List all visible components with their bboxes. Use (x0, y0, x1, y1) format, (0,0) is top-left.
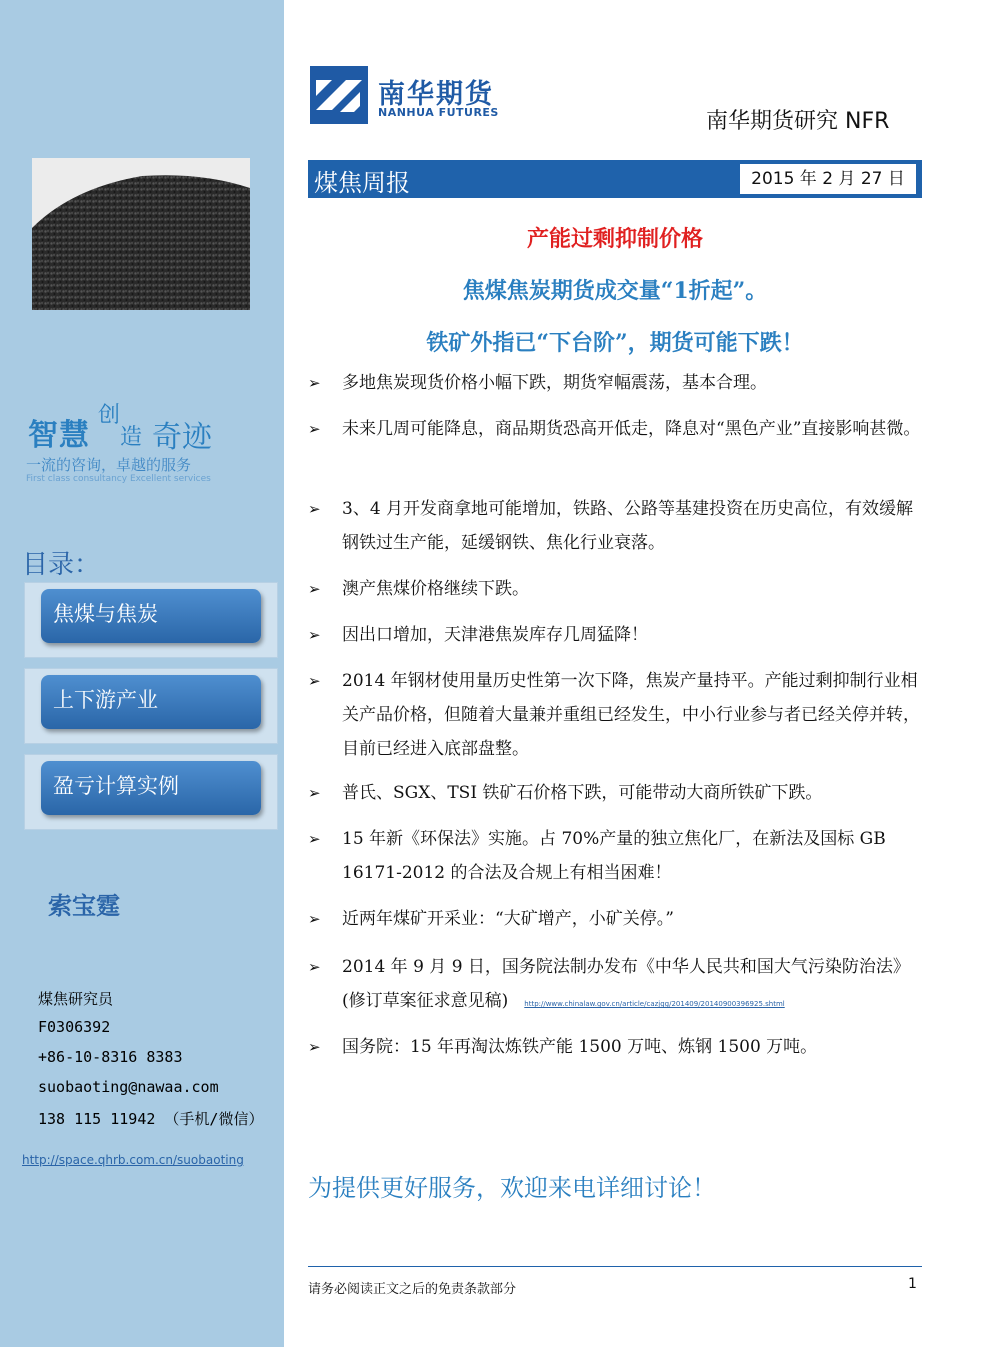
bullet-arrow-icon: ➢ (308, 910, 321, 928)
bullet-text: 近两年煤矿开采业：“大矿增产，小矿关停。” (342, 909, 674, 929)
slogan (22, 398, 262, 488)
research-label: 南华期货研究 NFR (706, 109, 890, 134)
sidebar (0, 0, 284, 1347)
report-date: 2015 年 2 月 27 日 (740, 164, 916, 194)
toc-button[interactable]: 焦煤与焦炭 (41, 589, 261, 643)
contact-email[interactable]: suobaoting@nawaa.com (38, 1078, 219, 1096)
footer-divider (308, 1266, 922, 1267)
author-name: 索宝霆 (48, 891, 120, 920)
contact-phone: +86-10-8316 8383 (38, 1048, 183, 1066)
bullet-arrow-icon: ➢ (308, 784, 321, 802)
bullet-arrow-icon: ➢ (308, 580, 321, 598)
headline-3: 铁矿外指已“下台阶”，期货可能下跌！ (426, 330, 804, 356)
contact-title: 煤焦研究员 (38, 990, 114, 1008)
bullet-text: 国务院：15 年再淘汰炼铁产能 1500 万吨、炼钢 1500 万吨。 (342, 1037, 818, 1057)
bullet-item (308, 572, 922, 606)
bullet-item (308, 618, 922, 652)
bullet-arrow-icon: ➢ (308, 626, 321, 644)
bullet-item (308, 664, 922, 766)
logo-mark-icon (310, 66, 368, 124)
bullet-text: 多地焦炭现货价格小幅下跌，期货窄幅震荡，基本合理。 (342, 373, 767, 393)
bullet-item (308, 822, 922, 890)
slogan-miracle: 奇迹 (152, 420, 212, 455)
bullet-arrow-icon: ➢ (308, 374, 321, 392)
bullet-item (308, 1030, 922, 1064)
homepage-link[interactable]: http://space.qhrb.com.cn/suobaoting (22, 1153, 244, 1167)
law-draft-link[interactable]: http://www.chinalaw.gov.cn/article/cazjgg/201409/20140900396925.shtml (524, 1000, 785, 1008)
bullet-arrow-icon: ➢ (308, 958, 321, 976)
headline-1: 产能过剩抑制价格 (526, 226, 703, 252)
bullet-text-with-link (342, 950, 922, 1021)
toc-button[interactable]: 上下游产业 (41, 675, 261, 729)
bullet-text: 因出口增加，天津港焦炭库存几周猛降！ (342, 625, 648, 645)
logo-cn-text: 南华期货 (378, 79, 494, 110)
bullet-text: 澳产焦煤价格继续下跌。 (342, 579, 529, 599)
disclaimer-note: 请务必阅读正文之后的免责条款部分 (308, 1282, 517, 1297)
slogan-en-subtitle: First class consultancy Excellent services (26, 474, 211, 484)
toc-title: 目录： (22, 550, 101, 580)
call-to-action: 为提供更好服务，欢迎来电详细讨论！ (308, 1174, 716, 1202)
report-title-bar (308, 160, 922, 198)
nanhua-logo (310, 66, 520, 128)
slogan-wisdom: 智慧 (28, 418, 90, 453)
contact-license: F0306392 (38, 1018, 111, 1036)
logo-en-text: NANHUA FUTURES (378, 106, 499, 119)
slogan-make: 造 (120, 425, 143, 450)
headline-2: 焦煤焦炭期货成交量“1折起”。 (462, 278, 768, 304)
page-number: 1 (908, 1276, 917, 1292)
bullet-text: 2014 年钢材使用量历史性第一次下降，焦炭产量持平。产能过剩抑制行业相关产品价格，但随着大量兼并重组已经发生，中小行业参与者已经关停并转，目前已经进入底部盘整。 (342, 671, 920, 759)
bullet-arrow-icon: ➢ (308, 830, 321, 848)
bullet-item (308, 492, 922, 560)
bullet-item (308, 366, 922, 400)
report-title: 煤焦周报 (314, 169, 410, 197)
contact-mobile: 138 115 11942 （手机/微信） (38, 1110, 264, 1128)
bullet-item (308, 776, 922, 810)
bullet-arrow-icon: ➢ (308, 420, 321, 438)
bullet-text: 普氏、SGX、TSI 铁矿石价格下跌，可能带动大商所铁矿下跌。 (342, 783, 823, 803)
bullet-text: 3、4 月开发商拿地可能增加，铁路、公路等基建投资在历史高位，有效缓解钢铁过生产能，延缓钢铁、焦化行业衰落。 (342, 499, 914, 553)
toc-item-coal-coke[interactable] (24, 582, 278, 658)
bullet-text: 未来几周可能降息，商品期货恐高开低走，降息对“黑色产业”直接影响甚微。 (342, 419, 921, 439)
toc-item-industry-chain[interactable] (24, 668, 278, 744)
bullet-text: 2014 年 9 月 9 日，国务院法制办发布《中华人民共和国大气污染防治法》(修订草案征求意见稿) (342, 957, 910, 1011)
bullet-arrow-icon: ➢ (308, 500, 321, 518)
bullet-item (308, 412, 922, 446)
coal-pile-photo (32, 158, 250, 310)
slogan-create: 创 (98, 403, 121, 428)
slogan-cn-subtitle: 一流的咨询，卓越的服务 (26, 456, 192, 474)
toc-button[interactable]: 盈亏计算实例 (41, 761, 261, 815)
toc-item-pnl-example[interactable] (24, 754, 278, 830)
bullet-item (308, 902, 922, 936)
bullet-arrow-icon: ➢ (308, 1038, 321, 1056)
bullet-item (308, 950, 922, 1021)
bullet-arrow-icon: ➢ (308, 672, 321, 690)
bullet-text: 15 年新《环保法》实施。占 70%产量的独立焦化厂，在新法及国标 GB 16171-2012 的合法及合规上有相当困难！ (342, 829, 886, 883)
